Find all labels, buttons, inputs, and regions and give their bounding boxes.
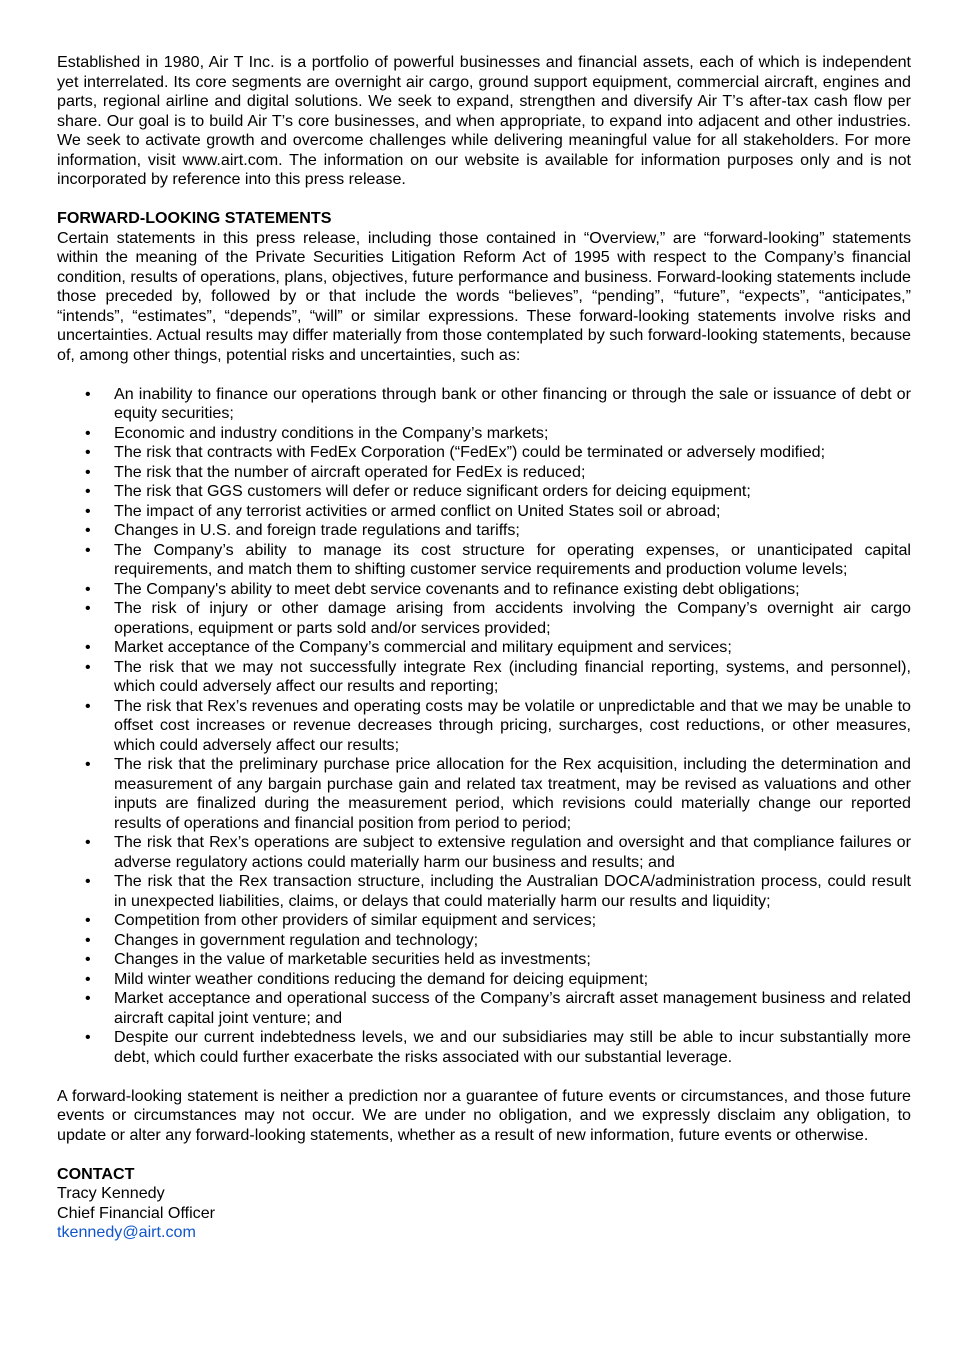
overview-paragraph: Established in 1980, Air T Inc. is a portfolio of powerful businesses and financial assets, each of which is independent yet interrelated. Its core segments are overnight air cargo, ground support equipment, commercial aircraft, engines and parts, regional airline and digital solutions. We seek to expand, strengthen and diversify Air T’s after-tax cash flow per share. Our goal is to build Air T’s core businesses, and when appropriate, to expand into adjacent and other industries. We seek to activate growth and overcome challenges while delivering meaningful value for all stakeholders. For more information, visit www.airt.com. The information on our website is available for information purposes only and is not incorporated by reference into this press release. — [57, 53, 911, 188]
bullet-icon: • — [85, 384, 91, 403]
bullet-icon: • — [85, 930, 91, 949]
risk-text: Market acceptance of the Company’s commercial and military equipment and services; — [114, 638, 732, 656]
risk-item — [57, 521, 911, 541]
forward-looking-heading: FORWARD-LOOKING STATEMENTS — [57, 209, 332, 227]
contact-email-line — [57, 1223, 911, 1243]
risk-item — [57, 482, 911, 502]
risk-item — [57, 541, 911, 580]
risk-item — [57, 950, 911, 970]
risk-text: The risk of injury or other damage arising from accidents involving the Company’s overnight air cargo operations, equipment or parts sold and/or services provided; — [114, 599, 911, 637]
bullet-icon: • — [85, 443, 91, 461]
contact-title: Chief Financial Officer — [57, 1203, 216, 1222]
bullet-icon: • — [85, 989, 91, 1007]
risk-text: Despite our current indebtedness levels, we and our subsidiaries may still be able to incur substantially more debt, which could further exacerbate the risks associated with our substantial leverage. — [114, 1028, 911, 1066]
bullet-icon: • — [85, 579, 91, 598]
risk-text: The Company's ability to meet debt service covenants and to refinance existing debt obligations; — [114, 579, 800, 598]
risk-item — [57, 443, 911, 463]
contact-name: Tracy Kennedy — [57, 1184, 165, 1202]
contact-heading: CONTACT — [57, 1164, 135, 1183]
risk-item — [57, 385, 911, 424]
risk-item — [57, 599, 911, 638]
risk-item — [57, 931, 911, 951]
risk-item — [57, 755, 911, 833]
risk-item — [57, 502, 911, 522]
bullet-icon: • — [85, 521, 91, 539]
risk-factor-list — [57, 385, 911, 1068]
bullet-icon: • — [85, 423, 91, 442]
risk-item — [57, 424, 911, 444]
risk-text: The risk that Rex’s operations are subject to extensive regulation and oversight and that compliance failures or adverse regulatory actions could materially harm our business and results; and — [114, 833, 911, 871]
risk-item — [57, 697, 911, 756]
bullet-icon: • — [85, 1028, 91, 1046]
risk-text: The impact of any terrorist activities or armed conflict on United States soil or abroad; — [114, 501, 721, 520]
risk-text: The risk that contracts with FedEx Corporation (“FedEx”) could be terminated or adversely modified; — [114, 443, 826, 461]
bullet-icon: • — [85, 950, 91, 968]
bullet-icon: • — [85, 540, 91, 559]
bullet-icon: • — [85, 911, 91, 929]
risk-item — [57, 463, 911, 483]
risk-text: Changes in the value of marketable securities held as investments; — [114, 950, 591, 968]
risk-text: Changes in U.S. and foreign trade regulations and tariffs; — [114, 521, 520, 539]
risk-text: Market acceptance and operational success of the Company’s aircraft asset management business and related aircraft capital joint venture; and — [114, 989, 911, 1027]
risk-text: The risk that GGS customers will defer or reduce significant orders for deicing equipment; — [114, 482, 751, 500]
risk-item — [57, 638, 911, 658]
spacer — [57, 365, 911, 385]
bullet-icon: • — [85, 833, 91, 851]
bullet-icon: • — [85, 969, 91, 988]
bullet-icon: • — [85, 696, 91, 715]
risk-item — [57, 833, 911, 872]
document-page — [57, 53, 911, 1243]
risk-text: The risk that the Rex transaction structure, including the Australian DOCA/administration process, could result in unexpected liabilities, claims, or delays that could materially harm our results and liquidity; — [114, 872, 911, 910]
risk-text: The risk that we may not successfully integrate Rex (including financial reporting, systems, and personnel), which could adversely affect our results and reporting; — [114, 657, 911, 695]
risk-text: Mild winter weather conditions reducing the demand for deicing equipment; — [114, 969, 649, 988]
spacer — [57, 190, 911, 210]
risk-text: The risk that Rex’s revenues and operating costs may be volatile or unpredictable and that we may be unable to offset cost increases or revenue decreases through pricing, surcharges, cost reductions, or other measures, which could adversely affect our results; — [114, 696, 911, 754]
risk-item — [57, 580, 911, 600]
bullet-icon: • — [85, 638, 91, 656]
risk-item — [57, 989, 911, 1028]
risk-text: An inability to finance our operations through bank or other financing or through the sale or issuance of debt or equity securities; — [114, 384, 911, 422]
forward-looking-intro: Certain statements in this press release, including those contained in “Overview,” are “forward-looking” statements within the meaning of the Private Securities Litigation Reform Act of 1995 with respect to the Company’s financial condition, results of operations, plans, objectives, future performance and business. Forward-looking statements include those preceded by, followed by or that include the words “believes”, “pending”, “future”, “expects”, “anticipates,” “intends”, “estimates”, “depends”, “will” or similar expressions. These forward-looking statements involve risks and uncertainties. Actual results may differ materially from those contemplated by such forward-looking statements, because of, among other things, potential risks and uncertainties, such as: — [57, 228, 911, 364]
bullet-icon: • — [85, 872, 91, 890]
bullet-icon: • — [85, 755, 91, 773]
contact-email-link[interactable]: tkennedy@airt.com — [57, 1223, 196, 1241]
risk-text: Changes in government regulation and technology; — [114, 930, 479, 949]
bullet-icon: • — [85, 482, 91, 500]
risk-text: The risk that the number of aircraft operated for FedEx is reduced; — [114, 462, 586, 481]
risk-item — [57, 1028, 911, 1067]
risk-item — [57, 658, 911, 697]
bullet-icon: • — [85, 501, 91, 520]
risk-item — [57, 872, 911, 911]
risk-text: Competition from other providers of similar equipment and services; — [114, 911, 597, 929]
risk-text: The Company’s ability to manage its cost structure for operating expenses, or unanticipated capital requirements, and match them to shifting customer service requirements and production volume levels; — [114, 540, 911, 578]
risk-item — [57, 970, 911, 990]
spacer — [57, 1145, 911, 1165]
risk-text: Economic and industry conditions in the Company’s markets; — [114, 423, 549, 442]
risk-text: The risk that the preliminary purchase price allocation for the Rex acquisition, including the determination and measurement of any bargain purchase gain and related tax treatment, may be revised as valuations and other inputs are finalized during the measurement period, which revisions could materially change our reported results of operations and financial position from period to period; — [114, 755, 911, 832]
forward-looking-closing: A forward-looking statement is neither a prediction nor a guarantee of future events or circumstances, and those future events or circumstances may not occur. We are under no obligation, and we expressly disclaim any obligation, to update or alter any forward-looking statements, whether as a result of new information, future events or otherwise. — [57, 1086, 911, 1144]
bullet-icon: • — [85, 599, 91, 617]
risk-item — [57, 911, 911, 931]
bullet-icon: • — [85, 657, 91, 676]
spacer — [57, 1067, 911, 1087]
bullet-icon: • — [85, 462, 91, 481]
